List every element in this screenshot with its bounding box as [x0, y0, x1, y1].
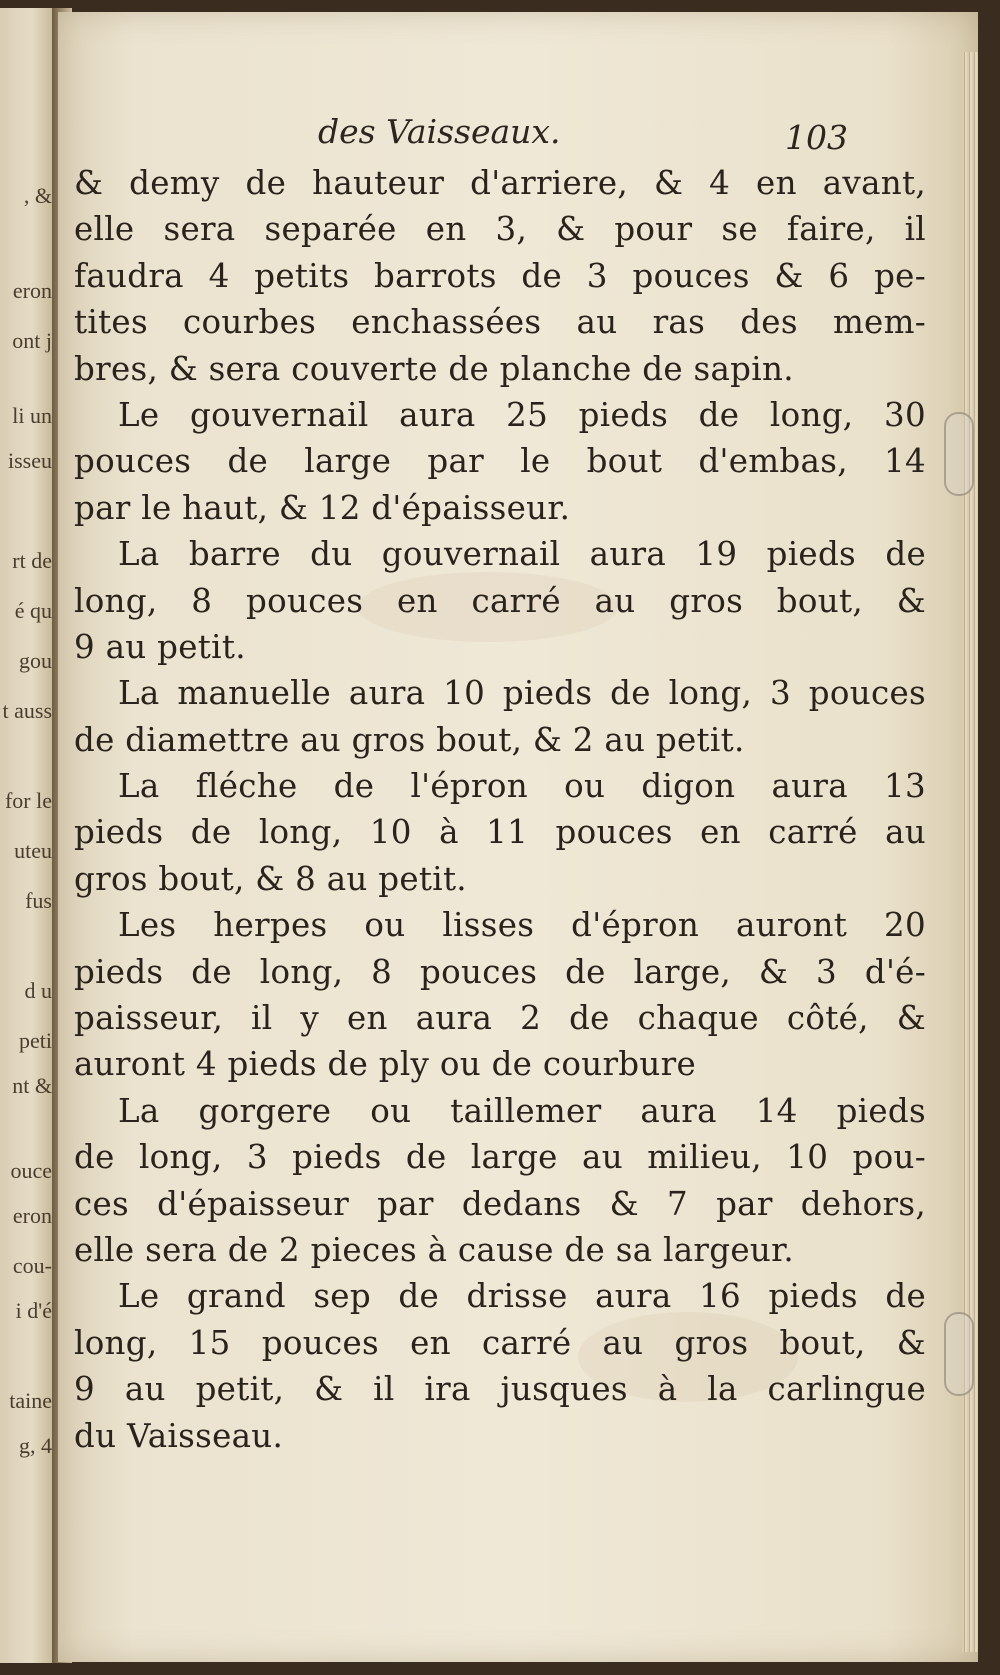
facing-page-fragment: taine	[9, 1388, 52, 1413]
facing-page-fragment: t auss	[2, 698, 52, 723]
paragraph	[74, 392, 926, 531]
text-line: Les herpes ou lisses d'épron auront 20	[118, 906, 926, 945]
text-line: La barre du gouvernail aura 19 pieds de	[118, 535, 926, 574]
facing-page-fragment: li un	[12, 403, 52, 428]
text-line: de long, 3 pieds de large au milieu, 10 pou-	[74, 1138, 926, 1177]
text-line: Le grand sep de drisse aura 16 pieds de	[118, 1277, 926, 1316]
paragraph	[74, 1088, 926, 1274]
paragraph	[74, 763, 926, 902]
text-line: faudra 4 petits barrots de 3 pouces & 6 pe-	[74, 256, 926, 295]
page-number: 103	[785, 118, 848, 157]
clip-mark	[944, 412, 974, 496]
page-edge	[962, 52, 978, 1652]
text-line: auront 4 pieds de ply ou de courbure	[74, 1045, 696, 1084]
paragraph	[74, 531, 926, 670]
facing-page-fragment: i d'é	[15, 1298, 52, 1323]
facing-page-fragment: eron	[12, 278, 52, 303]
facing-page-fragment: , &	[23, 183, 52, 208]
text-line: paisseur, il y en aura 2 de chaque côté, &	[74, 999, 926, 1038]
paragraph	[74, 670, 926, 763]
text-line: 9 au petit.	[74, 627, 246, 666]
facing-page-fragment: cou-	[12, 1253, 52, 1278]
facing-page-fragment: peti	[19, 1028, 52, 1053]
text-line: long, 15 pouces en carré au gros bout, &	[74, 1323, 926, 1362]
facing-page-fragment: isseu	[8, 448, 52, 473]
facing-page-fragment: gou	[19, 648, 52, 673]
text-line: ces d'épaisseur par dedans & 7 par dehors,	[74, 1184, 926, 1223]
facing-page-fragment: uteu	[14, 838, 52, 863]
text-line: du Vaisseau.	[74, 1416, 284, 1455]
text-line: bres, & sera couverte de planche de sapin.	[74, 349, 794, 388]
facing-page-fragment: g, 4	[19, 1433, 52, 1458]
text-line: de diamettre au gros bout, & 2 au petit.	[74, 720, 745, 759]
text-line: elle sera separée en 3, & pour se faire, il	[74, 210, 926, 249]
text-line: pieds de long, 10 à 11 pouces en carré au	[74, 813, 926, 852]
facing-page-fragment: eron	[12, 1203, 52, 1228]
text-line: pouces de large par le bout d'embas, 14	[74, 442, 926, 481]
text-line: par le haut, & 12 d'épaisseur.	[74, 488, 571, 527]
text-line: La gorgere ou taillemer aura 14 pieds	[118, 1091, 926, 1130]
text-line: Le gouvernail aura 25 pieds de long, 30	[118, 395, 926, 434]
text-line: & demy de hauteur d'arriere, & 4 en avant,	[74, 164, 926, 202]
text-line: long, 8 pouces en carré au gros bout, &	[74, 581, 926, 620]
facing-page-edge	[0, 8, 54, 1663]
text-line: La fléche de l'épron ou digon aura 13	[118, 767, 926, 806]
text-line: pieds de long, 8 pouces de large, & 3 d'é-	[74, 952, 926, 991]
page-header	[58, 112, 978, 162]
clip-mark	[944, 1312, 974, 1396]
text-line: gros bout, & 8 au petit.	[74, 859, 467, 898]
text-line: tites courbes enchassées au ras des mem-	[74, 303, 926, 342]
facing-page-fragment: ouce	[10, 1158, 52, 1183]
body-text	[74, 160, 926, 1459]
text-line: La manuelle aura 10 pieds de long, 3 pouces	[118, 674, 926, 713]
paragraph	[74, 902, 926, 1088]
facing-page-fragment: é qu	[14, 598, 52, 623]
paragraph	[74, 160, 926, 392]
facing-page-fragment: nt &	[12, 1073, 52, 1098]
facing-page-fragment: for le	[4, 788, 52, 813]
running-title: des Vaisseaux.	[318, 112, 561, 151]
book-page	[58, 12, 978, 1662]
facing-page-fragment: ont j	[12, 328, 52, 353]
text-line: elle sera de 2 pieces à cause de sa largeur.	[74, 1230, 794, 1269]
facing-page-fragment: d u	[24, 978, 52, 1003]
facing-page-fragment: rt de	[12, 548, 52, 573]
text-line: 9 au petit, & il ira jusques à la carlingue	[74, 1370, 926, 1409]
paragraph	[74, 1273, 926, 1459]
facing-page-fragment: fus	[25, 888, 52, 913]
